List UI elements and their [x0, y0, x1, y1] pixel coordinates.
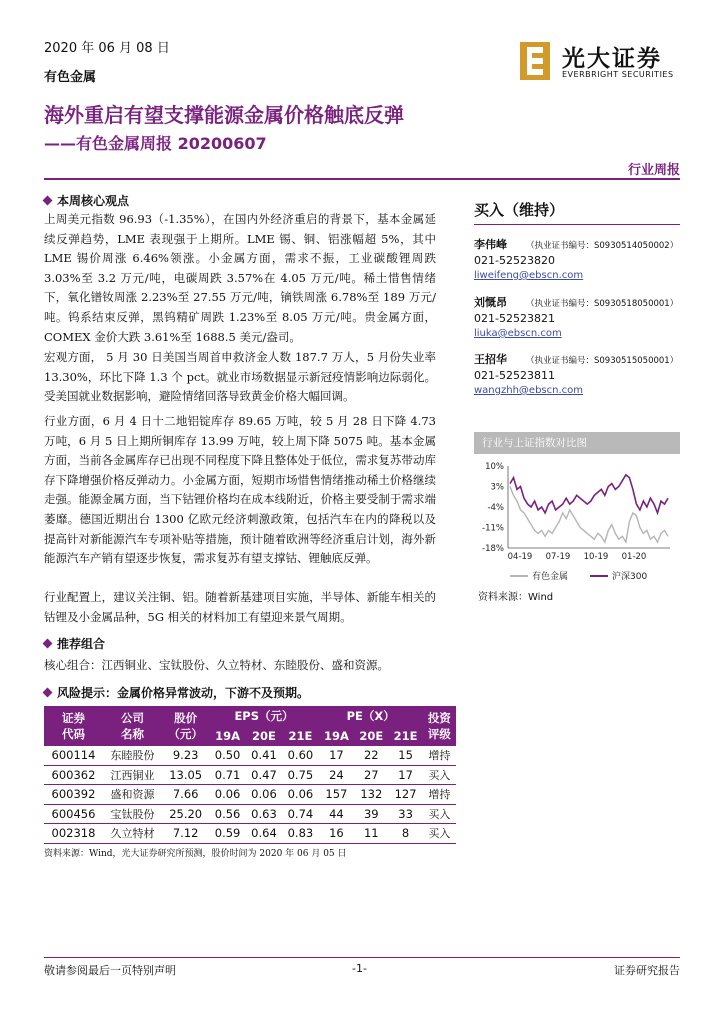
rating-divider [474, 224, 680, 225]
diamond-bullet-icon [43, 196, 53, 206]
cell-code: 002318 [44, 824, 103, 844]
table-row [44, 765, 456, 785]
cell-eps-21e: 0.75 [282, 765, 318, 785]
cell-eps-19a: 0.71 [209, 765, 245, 785]
cell-eps-21e: 0.74 [282, 804, 318, 824]
cell-pe-20e: 39 [354, 804, 388, 824]
cell-code: 600392 [44, 785, 103, 805]
footer-disclaimer: 敬请参阅最后一页特别声明 [44, 964, 176, 977]
header-name: 公司 名称 [103, 706, 162, 746]
header-year: 21E [388, 726, 422, 746]
cell-price: 7.66 [162, 785, 209, 805]
cell-price: 25.20 [162, 804, 209, 824]
analyst-license: （执业证书编号：S0930514050002） [526, 241, 679, 251]
header-year: 21E [282, 726, 318, 746]
analyst-phone: 021-52523811 [474, 368, 555, 382]
cell-pe-19a: 44 [319, 804, 355, 824]
header-price: 股价 （元） [162, 706, 209, 746]
diamond-bullet-icon [43, 639, 53, 649]
cell-pe-19a: 157 [319, 785, 355, 805]
header-rating: 投资 评级 [423, 706, 456, 746]
cell-price: 13.05 [162, 765, 209, 785]
header-eps: EPS（元） [209, 706, 318, 726]
everbright-logo-icon [518, 42, 552, 80]
y-tick-label: 10% [485, 462, 504, 472]
x-tick-label: 01-20 [621, 552, 647, 562]
cell-pe-20e: 11 [354, 824, 388, 844]
analyst-phone: 021-52523820 [474, 253, 555, 267]
series-line-0 [510, 487, 668, 543]
logo-text-en: EVERBRIGHT SECURITIES [562, 70, 674, 79]
cell-eps-19a: 0.50 [209, 746, 245, 765]
y-tick-label: -4% [487, 503, 504, 513]
analyst-name: 刘慨昂 [474, 296, 507, 309]
rating-label: 买入（维持） [474, 201, 565, 219]
paragraph-allocation: 行业配置上，建议关注铜、铝。随着新基建项目实施，半导体、新能车相关的钴锂及小金属品种，5G 相关的材料加工有望迎来景气周期。 [44, 590, 436, 624]
logo-text-cn: 光大证券 [562, 46, 662, 72]
footer-report-label: 证券研究报告 [614, 964, 680, 977]
cell-pe-21e: 127 [388, 785, 422, 805]
analyst-email-link[interactable]: wangzhh@ebscn.com [474, 385, 583, 396]
page-number: -1- [352, 962, 367, 975]
cell-rating: 买入 [423, 765, 456, 785]
cell-eps-19a: 0.56 [209, 804, 245, 824]
paragraph-market: 上周美元指数 96.93（-1.35%），在国内外经济重启的背景下，基本金属延续反弹趋势，LME 表现强于上期所。LME 锡、铜、铝涨幅超 5%，其中 LME 锡价周涨 6.46%领涨。小金属方面，需求不振，工业碳酸锂周跌 3.03%至 3.2 万元/吨，电碳周跌 3.57%在 4.05 万元/吨。稀土惜售情绪下，氧化镨钕周涨 2.23%至 27.55 万元/吨，镝铁周涨 6.78%至 189 万元/吨。钨系结束反弹，黑钨精矿周跌 1.23%至 8.05 万元/吨。贵金属方面，COMEX 金价大跌 3.61%至 1688.5 美元/盎司。 [44, 212, 436, 344]
cell-rating: 买入 [423, 824, 456, 844]
cell-price: 9.23 [162, 746, 209, 765]
recommendation-table [44, 706, 456, 844]
cell-pe-20e: 132 [354, 785, 388, 805]
header-code: 证券 代码 [44, 706, 103, 746]
table-source: 资料来源：Wind，光大证券研究所预测，股价时间为 2020 年 06 月 05 日 [44, 849, 347, 859]
diamond-bullet-icon [43, 688, 53, 698]
analyst-card [474, 353, 684, 399]
analyst-email-link[interactable]: liweifeng@ebscn.com [474, 270, 584, 281]
portfolio-text: 核心组合：江西铜业、宝钛股份、久立特材、东睦股份、盛和资源。 [44, 658, 389, 672]
cell-name: 宝钛股份 [103, 804, 162, 824]
cell-rating: 买入 [423, 804, 456, 824]
legend-label: 沪深300 [612, 572, 648, 582]
cell-rating: 增持 [423, 746, 456, 765]
cell-name: 东睦股份 [103, 746, 162, 765]
cell-eps-19a: 0.06 [209, 785, 245, 805]
cell-eps-20e: 0.06 [246, 785, 282, 805]
table-row [44, 746, 456, 765]
report-type: 行业周报 [627, 163, 680, 178]
y-tick-label: 3% [490, 482, 504, 493]
paragraph-macro: 宏观方面， 5 月 30 日美国当周首申救济金人数 187.7 万人，5 月份失业率 13.30%，环比下降 1.3 个 pct。就业市场数据显示新冠疫情影响边际弱化。受美国就业数据影响，避险情绪回落导致黄金价格大幅回调。 [44, 350, 436, 404]
cell-pe-19a: 17 [319, 746, 355, 765]
analyst-name: 王招华 [474, 353, 507, 366]
header-divider [44, 178, 680, 180]
cell-eps-21e: 0.06 [282, 785, 318, 805]
table-row [44, 804, 456, 824]
x-tick-label: 10-19 [583, 552, 609, 562]
cell-pe-20e: 27 [354, 765, 388, 785]
footer-divider [44, 957, 680, 958]
series-line-1 [510, 475, 668, 513]
cell-name: 久立特材 [103, 824, 162, 844]
risk-warning: 风险提示：金属价格异常波动，下游不及预期。 [44, 684, 309, 701]
report-subtitle: ——有色金属周报 20200607 [44, 134, 267, 153]
analyst-card [474, 296, 684, 342]
cell-eps-21e: 0.83 [282, 824, 318, 844]
header-year: 20E [246, 726, 282, 746]
cell-name: 江西铜业 [103, 765, 162, 785]
y-tick-label: -18% [482, 544, 504, 554]
report-title: 海外重启有望支撑能源金属价格触底反弹 [44, 103, 404, 127]
sector-label: 有色金属 [44, 70, 97, 85]
cell-pe-19a: 16 [319, 824, 355, 844]
x-tick-label: 07-19 [545, 552, 571, 562]
cell-pe-19a: 24 [319, 765, 355, 785]
cell-pe-21e: 15 [388, 746, 422, 765]
cell-code: 600456 [44, 804, 103, 824]
cell-pe-20e: 22 [354, 746, 388, 765]
cell-eps-21e: 0.60 [282, 746, 318, 765]
cell-eps-19a: 0.59 [209, 824, 245, 844]
paragraph-industry: 行业方面，6 月 4 日十二地铝锭库存 89.65 万吨，较 5 月 28 日下降 4.73 万吨，6 月 5 日上期所铜库存 13.99 万吨，较上周下降 5075 吨。基本金属方面，当前各金属库存已出现不同程度下降且整体处于低位，需求复苏带动库存下降增强价格反弹动力。小金属方面，短期市场惜售情绪推动稀土价格继续走强。能源金属方面，当下钴锂价格均在成本线附近，价格主要受制于需求端萎靡。德国近期出台 1300 亿欧元经济刺激政策，包括汽车在内的降税以及提高针对新能源汽车专项补贴等措施，预计随着欧洲等经济重启计划，海外新能源汽车产销有望逐步恢复，需求复苏有望支撑钴、锂触底反弹。 [44, 414, 436, 566]
cell-code: 600114 [44, 746, 103, 765]
cell-rating: 增持 [423, 785, 456, 805]
cell-code: 600362 [44, 765, 103, 785]
report-date: 2020 年 06 月 08 日 [44, 41, 170, 56]
header-year: 19A [209, 726, 245, 746]
analyst-license: （执业证书编号：S0930515050001） [526, 356, 679, 366]
cell-eps-20e: 0.47 [246, 765, 282, 785]
analyst-name: 李伟峰 [474, 238, 507, 251]
chart-source: 资料来源：Wind [478, 592, 554, 603]
table-row [44, 824, 456, 844]
portfolio-heading: 推荐组合 [44, 635, 105, 652]
cell-pe-21e: 33 [388, 804, 422, 824]
cell-name: 盛和资源 [103, 785, 162, 805]
y-tick-label: -11% [482, 523, 504, 534]
performance-chart [474, 456, 680, 584]
analyst-license: （执业证书编号：S0930518050001） [526, 299, 679, 309]
analyst-email-link[interactable]: liuka@ebscn.com [474, 328, 562, 339]
chart-heading: 行业与上证指数对比图 [474, 432, 680, 454]
legend-label: 有色金属 [532, 572, 569, 582]
cell-eps-20e: 0.64 [246, 824, 282, 844]
x-tick-label: 04-19 [507, 552, 533, 562]
cell-eps-20e: 0.63 [246, 804, 282, 824]
analyst-card [474, 238, 684, 284]
analyst-phone: 021-52523821 [474, 311, 555, 325]
cell-price: 7.12 [162, 824, 209, 844]
table-row [44, 785, 456, 805]
cell-eps-20e: 0.41 [246, 746, 282, 765]
brand-logo [518, 40, 688, 86]
header-year: 19A [319, 726, 355, 746]
cell-pe-21e: 8 [388, 824, 422, 844]
cell-pe-21e: 17 [388, 765, 422, 785]
header-year: 20E [354, 726, 388, 746]
core-view-heading: 本周核心观点 [44, 192, 129, 209]
header-pe: PE（X） [319, 706, 423, 726]
